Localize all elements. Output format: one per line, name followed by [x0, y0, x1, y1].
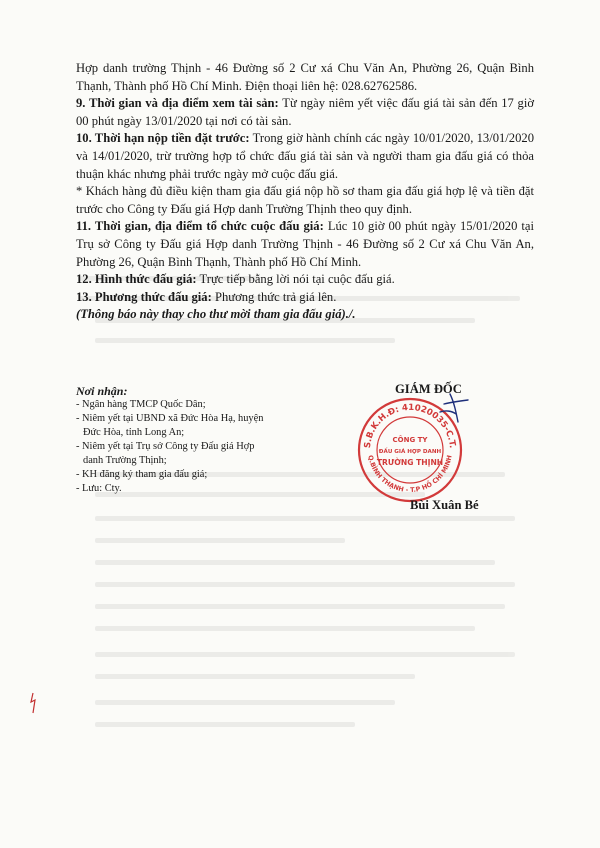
- section-11: [76, 218, 534, 271]
- section-13-text: Phương thức trả giá lên.: [211, 289, 337, 304]
- body-line-top: Hợp danh trường Thịnh - 46 Đường số 2 Cư xá Chu Văn An, Phường 26, Quận Bình Thạnh, Thành phố Hồ Chí Minh. Điện thoại liên hệ: 028.62762586.: [76, 61, 534, 93]
- seal-line-1: CÔNG TY: [392, 436, 428, 444]
- section-12-heading: 12. Hình thức đấu giá:: [76, 272, 197, 287]
- handwritten-signature: [410, 392, 470, 432]
- section-13-heading: 13. Phương thức đấu giá:: [76, 289, 212, 304]
- signer-role: GIÁM ĐỐC: [395, 382, 462, 396]
- section-note: [76, 183, 534, 218]
- section-12-text: Trực tiếp bằng lời nói tại cuộc đấu giá.: [196, 272, 395, 287]
- recipient-item: - Niêm yết tại UBND xã Đức Hòa Hạ, huyện Đức Hòa, tỉnh Long An;: [76, 413, 264, 438]
- section-10-text: Trong giờ hành chính các ngày 10/01/2020, 13/01/2020 và 14/01/2020, trừ trường hợp tổ chức đấu giá tài sản và người tham gia đấu giá có thỏa thuận khác nhưng phải trước ngày mở cuộc đấu giá.: [76, 131, 534, 181]
- seal-ring-bottom: Q.BÌNH THẠNH - T.P HỒ CHÍ MINH: [366, 454, 454, 495]
- closing-note: (Thông báo này thay cho thư mời tham gia đấu giá)./.: [76, 307, 356, 322]
- section-note-text: * Khách hàng đủ điều kiện tham gia đấu giá nộp hồ sơ tham gia đấu giá hợp lệ và tiền đặt trước cho Công ty Đấu giá Hợp danh Trường Thịnh theo quy định.: [76, 184, 534, 216]
- recipient-item: - Ngân hàng TMCP Quốc Dân;: [76, 399, 206, 410]
- section-10-heading: 10. Thời hạn nộp tiền đặt trước:: [76, 131, 250, 146]
- seal-line-2: ĐẤU GIÁ HỢP DANH: [378, 449, 442, 455]
- document-body: [76, 60, 534, 324]
- seal-ring-text: S.B.K.H.Đ: 41020035-C.T.: [362, 402, 457, 449]
- recipient-item: - Lưu: Cty.: [76, 483, 122, 494]
- recipients-title: Nơi nhận:: [76, 384, 128, 398]
- margin-mark: [28, 692, 38, 714]
- recipient-item: - Niêm yết tại Trụ sở Công ty Đấu giá Hợp danh Trường Thịnh;: [76, 441, 255, 466]
- section-13: [76, 289, 534, 307]
- section-9: [76, 95, 534, 130]
- section-9-text: Từ ngày niêm yết việc đấu giá tài sản đến 17 giờ 00 phút ngày 13/01/2020 tại nơi có tài sản.: [76, 96, 534, 128]
- section-11-heading: 11. Thời gian, địa điểm tổ chức cuộc đấu giá:: [76, 219, 324, 234]
- recipient-item: - KH đăng ký tham gia đấu giá;: [76, 469, 208, 480]
- section-11-text: Lúc 10 giờ 00 phút ngày 15/01/2020 tại Trụ sở Công ty Đấu giá Hợp danh Trường Thịnh - 46 Đường số 2 Cư xá Chu Văn An, Phường 26, Quận Bình Thạnh, Thành phố Hồ Chí Minh.: [76, 219, 534, 269]
- section-9-heading: 9. Thời gian và địa điểm xem tài sản:: [76, 96, 279, 111]
- seal-line-3: TRƯỜNG THỊNH: [376, 458, 444, 467]
- recipients-block: [76, 384, 276, 496]
- section-10: [76, 130, 534, 183]
- section-12: [76, 271, 534, 289]
- recipients-list: [76, 398, 276, 496]
- signer-name: Bùi Xuân Bé: [410, 498, 479, 512]
